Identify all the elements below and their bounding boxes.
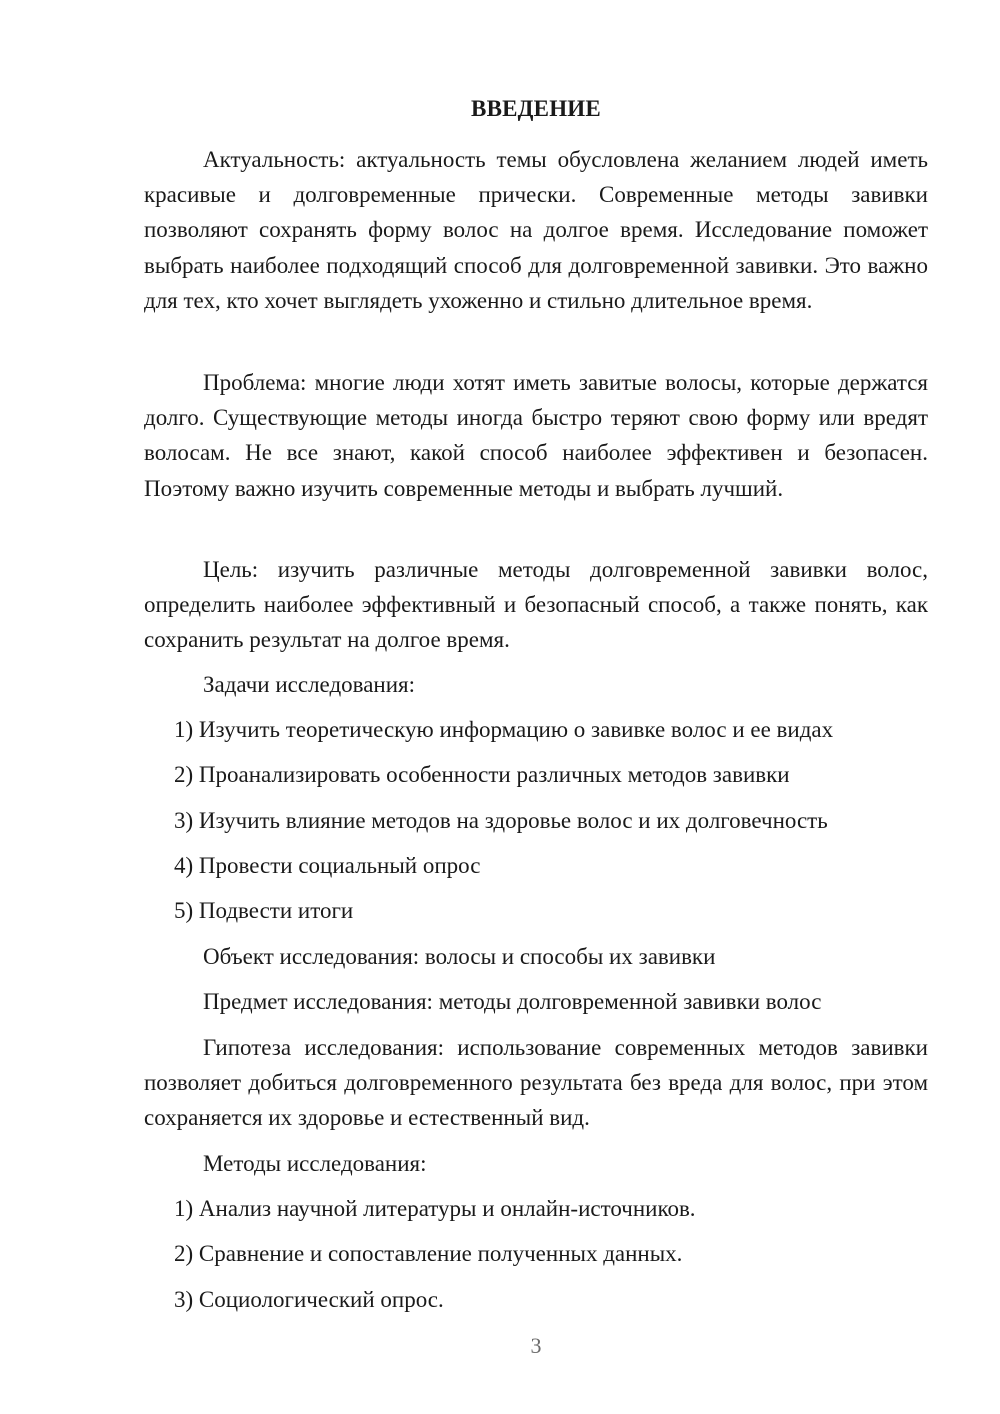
hypothesis-paragraph: Гипотеза исследования: использование современных методов завивки позволяет добиться долговременного результата без вреда для волос, при этом сохраняется их здоровье и естественный вид. [144,1035,928,1131]
task-item: 5) Подвести итоги [174,898,354,923]
tasks-heading: Задачи исследования: [203,672,416,697]
problem-paragraph: Проблема: многие люди хотят иметь завитые волосы, которые держатся долго. Существующие методы иногда быстро теряют свою форму или вредят волосам. Не все знают, какой способ наиболее эффективен и безопасен. Поэтому важно изучить современные методы и выбрать лучший. [144,370,928,501]
task-item: 2) Проанализировать особенности различных методов завивки [174,762,790,787]
task-item: 4) Провести социальный опрос [174,853,481,878]
page-number: 3 [530,1333,542,1358]
method-item: 1) Анализ научной литературы и онлайн-источников. [174,1196,696,1221]
research-subject: Предмет исследования: методы долговременной завивки волос [203,989,822,1014]
method-item: 3) Социологический опрос. [174,1287,444,1312]
relevance-paragraph: Актуальность: актуальность темы обусловлена желанием людей иметь красивые и долговременные прически. Современные методы завивки позволяют сохранять форму волос на долгое время. Исследование поможет выбрать наиболее подходящий способ для долговременной завивки. Это важно для тех, кто хочет выглядеть ухоженно и стильно длительное время. [144,147,928,313]
task-item: 3) Изучить влияние методов на здоровье волос и их долговечность [174,808,828,833]
page-title: ВВЕДЕНИЕ [471,96,601,121]
method-item: 2) Сравнение и сопоставление полученных данных. [174,1241,683,1266]
task-item: 1) Изучить теоретическую информацию о завивке волос и ее видах [174,717,834,742]
goal-paragraph: Цель: изучить различные методы долговременной завивки волос, определить наиболее эффективный и безопасный способ, а также понять, как сохранить результат на долгое время. [144,557,928,653]
methods-heading: Методы исследования: [203,1151,427,1176]
research-object: Объект исследования: волосы и способы их завивки [203,944,716,969]
